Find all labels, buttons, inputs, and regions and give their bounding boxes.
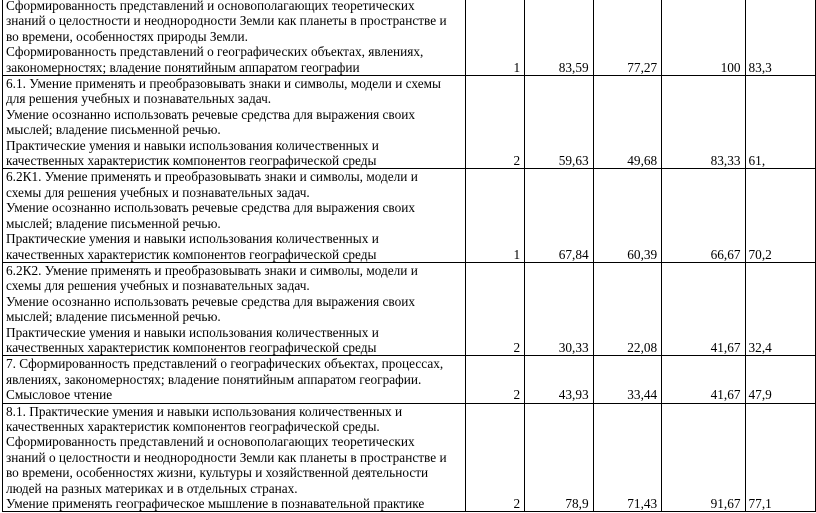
criterion-text-line: Умение применять географическое мышление в познавательной практике (6, 496, 425, 511)
criterion-text-line: явлениях, закономерностях; владение понятийным аппаратом географии. (6, 371, 422, 387)
criterion-text-line: людей на разных материках и в отдельных странах. (6, 480, 298, 496)
criterion-text-line: 6.1. Умение применять и преобразовывать знаки и символы, модели и схемы (6, 76, 441, 92)
max-score-cell: 1 (465, 0, 524, 76)
criterion-text-line: качественных характеристик компонентов географической среды. (6, 418, 380, 434)
criterion-text-line: во времени, особенностях природы Земли. (6, 28, 248, 44)
table-row (3, 356, 816, 403)
criterion-text-line: для решения учебных и познавательных задач. (6, 91, 272, 107)
value-cell-1: 67,84 (525, 169, 594, 262)
criterion-text-line: качественных характеристик компонентов географической среды (6, 339, 377, 355)
criterion-description-cell (3, 356, 466, 403)
criterion-text-line: 7. Сформированность представлений о географических объектах, процессах, (6, 356, 444, 372)
criterion-text-line: Сформированность представлений о географических объектах, явлениях, (6, 44, 424, 60)
value-cell-4: 77,1 (745, 403, 815, 512)
results-table (2, 0, 816, 512)
value-cell-2: 71,43 (593, 403, 662, 512)
value-cell-3: 66,67 (662, 169, 745, 262)
criterion-text-line: 6.2К2. Умение применять и преобразовывать знаки и символы, модели и (6, 262, 418, 278)
criterion-text-line: знаний о целостности и неоднородности Земли как планеты в пространстве и (6, 13, 447, 29)
criterion-text-line: во времени, особенностях жизни, культуры и хозяйственной деятельности (6, 465, 429, 481)
criterion-text-line: Умение осознанно использовать речевые средства для выражения своих (6, 200, 416, 216)
table-row (3, 169, 816, 262)
criterion-text-line: качественных характеристик компонентов географической среды (6, 153, 377, 169)
criterion-description-cell (3, 403, 466, 512)
criterion-text-line: Практические умения и навыки использования количественных и (6, 137, 379, 153)
criterion-text-line: схемы для решения учебных и познавательных задач. (6, 278, 310, 294)
criterion-description-cell (3, 169, 466, 262)
criterion-text-line: закономерностях; владение понятийным аппаратом географии (6, 59, 360, 75)
value-cell-3: 83,33 (662, 76, 745, 169)
value-cell-2: 60,39 (593, 169, 662, 262)
criterion-text-line: схемы для решения учебных и познавательных задач. (6, 184, 310, 200)
criterion-text-line: Практические умения и навыки использования количественных и (6, 231, 379, 247)
criterion-description-cell (3, 262, 466, 355)
criterion-description-cell (3, 76, 466, 169)
value-cell-4: 32,4 (745, 262, 815, 355)
max-score-cell: 2 (465, 403, 524, 512)
criterion-text-line: мыслей; владение письменной речью. (6, 309, 221, 325)
criterion-text-line: Смысловое чтение (6, 387, 113, 403)
value-cell-1: 59,63 (525, 76, 594, 169)
value-cell-3: 41,67 (662, 356, 745, 403)
max-score-cell: 2 (465, 76, 524, 169)
criterion-text-line: мыслей; владение письменной речью. (6, 122, 221, 138)
value-cell-2: 22,08 (593, 262, 662, 355)
value-cell-2: 33,44 (593, 356, 662, 403)
criterion-text-line: качественных характеристик компонентов географической среды (6, 246, 377, 262)
criterion-description-cell (3, 0, 466, 76)
max-score-cell: 2 (465, 356, 524, 403)
criterion-text-line: Сформированность представлений и основополагающих теоретических (6, 434, 415, 450)
max-score-cell: 1 (465, 169, 524, 262)
max-score-cell: 2 (465, 262, 524, 355)
value-cell-3: 100 (662, 0, 745, 76)
value-cell-4: 47,9 (745, 356, 815, 403)
value-cell-4: 70,2 (745, 169, 815, 262)
value-cell-4: 61, (745, 76, 815, 169)
value-cell-4: 83,3 (745, 0, 815, 76)
criterion-text-line: Умение осознанно использовать речевые средства для выражения своих (6, 293, 416, 309)
value-cell-3: 91,67 (662, 403, 745, 512)
table-row (3, 76, 816, 169)
table-row (3, 0, 816, 76)
value-cell-2: 77,27 (593, 0, 662, 76)
criterion-text-line: Практические умения и навыки использования количественных и (6, 324, 379, 340)
table-row (3, 403, 816, 512)
value-cell-2: 49,68 (593, 76, 662, 169)
criterion-text-line: знаний о целостности и неоднородности Земли как планеты в пространстве и (6, 449, 447, 465)
value-cell-3: 41,67 (662, 262, 745, 355)
table-row (3, 262, 816, 355)
criterion-text-line: Сформированность представлений и основополагающих теоретических (6, 0, 415, 13)
criterion-text-line: Умение осознанно использовать речевые средства для выражения своих (6, 106, 416, 122)
criterion-text-line: 8.1. Практические умения и навыки использования количественных и (6, 403, 403, 419)
table-body (3, 0, 816, 512)
value-cell-1: 78,9 (525, 403, 594, 512)
value-cell-1: 30,33 (525, 262, 594, 355)
criterion-text-line: мыслей; владение письменной речью. (6, 215, 221, 231)
value-cell-1: 83,59 (525, 0, 594, 76)
value-cell-1: 43,93 (525, 356, 594, 403)
criterion-text-line: 6.2К1. Умение применять и преобразовывать знаки и символы, модели и (6, 169, 418, 185)
